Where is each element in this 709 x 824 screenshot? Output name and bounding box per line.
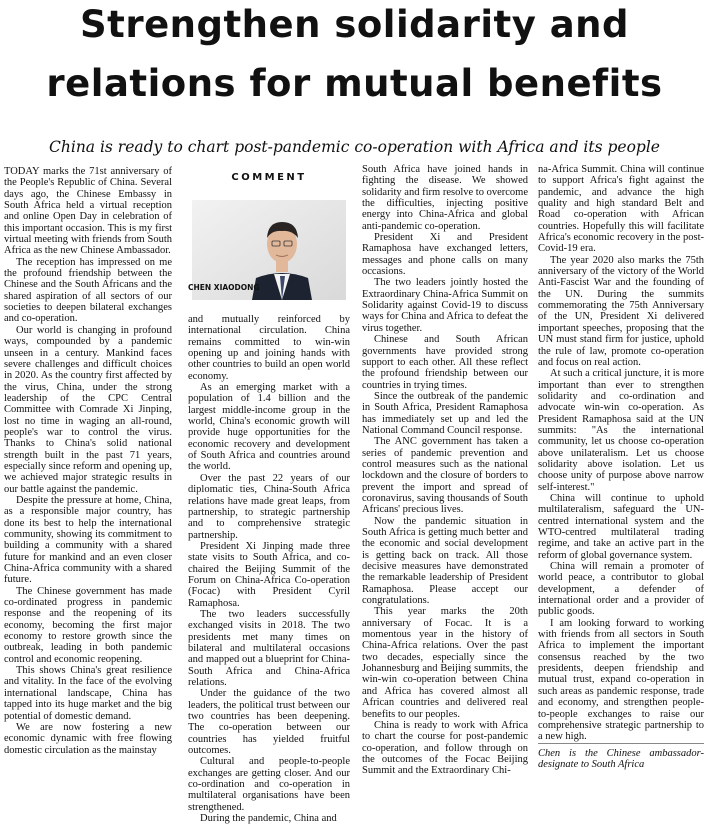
paragraph: Our world is changing in profound ways, compounded by a pandemic unseen in a century. Mankind faces severe challenges and difficult choices in 2020. As the country first affected by the virus, China, under the strong leadership of the CPC Central Committee with Comrade Xi Jinping, lost no time in waging an all-round, people's war to control the virus. Thanks to China's solid national strength built in the past 71 years, especially since reform and opening up, we achieved major strategic results in our battle against the pandemic.	[4, 324, 172, 495]
headline-line-2: relations for mutual benefits	[46, 62, 663, 105]
article-column-3	[362, 164, 528, 777]
paragraph: China will continue to uphold multilateralism, safeguard the UN-centred international system and the WTO-centred multilateral trading regime, and take an active part in the reform of global governance system.	[538, 492, 704, 561]
paragraph: Since the outbreak of the pandemic in South Africa, President Ramaphosa has immediately set up and led the National Command Council response.	[362, 390, 528, 436]
author-signature: Chen is the Chinese ambassador-designate to South Africa	[538, 743, 704, 771]
paragraph: Over the past 22 years of our diplomatic ties, China-South Africa relations have made great leaps, from partnership, to strategic partnership and to comprehensive strategic partnership.	[188, 472, 350, 541]
paragraph: This year marks the 20th anniversary of Focac. It is a momentous year in the history of China-Africa relations. Over the past two decades, especially since the Johannesburg and Beijing summits, the win-win co-operation between China and Africa has covered almost all African countries and delivered real benefits to our peoples.	[362, 606, 528, 720]
paragraph: Under the guidance of the two leaders, the political trust between our two countries has been deepening. The co-operation between our countries has yielded fruitful outcomes.	[188, 688, 350, 757]
paragraph: Now the pandemic situation in South Africa is getting much better and the economic and social development is getting back on track. All those decisive measures have demonstrated the remarkable leadership of President Ramaphosa. Please accept our congratulations.	[362, 515, 528, 607]
headline	[0, 3, 709, 105]
headline-line-1: Strengthen solidarity and	[79, 3, 630, 46]
paragraph: na-Africa Summit. China will continue to support Africa's fight against the pandemic, and advance the high quality and high standard Belt and Road co-operation with African countries. Hopefully this will facilitate Africa's economic recovery in the post-Covid-19 era.	[538, 164, 704, 255]
paragraph: TODAY marks the 71st anniversary of the People's Republic of China. Several days ago, the Chinese Embassy in South Africa held a virtual reception and online Open Day in celebration of this important occasion. This is my first virtual meeting with friends from South Africa as the new Chinese Ambassador.	[4, 166, 172, 257]
paragraph: The two leaders jointly hosted the Extraordinary China-Africa Summit on Solidarity against Covid-19 to discuss ways for China and Africa to defeat the virus together.	[362, 277, 528, 334]
paragraph: This shows China's great resilience and vitality. In the face of the evolving international landscape, China has tapped into its huge market and the big potential of domestic demand.	[4, 665, 172, 722]
paragraph: The ANC government has taken a series of pandemic prevention and control measures such as the national lockdown and the closure of borders to prevent the import and spread of coronavirus, saving thousands of South Africans' precious lives.	[362, 436, 528, 516]
article-column-2	[188, 164, 350, 824]
paragraph: At such a critical juncture, it is more important than ever to strengthen solidarity and co-ordination and advocate win-win co-operation. As President Ramaphosa said at the UN summits: "As the international community, let us choose co-operation above unilateralism. Let us choose solidarity above isolation. Let us choose unity of purpose above narrow self-interest."	[538, 368, 704, 493]
comment-label: COMMENT	[231, 172, 307, 183]
author-byline: CHEN XIAODONG	[188, 283, 260, 292]
paragraph: Despite the pressure at home, China, as a responsible major country, has done its best to help the international community, showing its commitment to building a community with a shared future for mankind and an even closer China-Africa community with a shared future.	[4, 494, 172, 586]
paragraph: and mutually reinforced by international circulation. China remains committed to win-win opening up and joining hands with other countries to build an open world economy.	[188, 314, 350, 382]
paragraph: China will remain a promoter of world peace, a contributor to global development, a defender of international order and a provider of public goods.	[538, 561, 704, 618]
paragraph: Cultural and people-to-people exchanges are getting closer. And our co-ordination and co-operation in multilateral organisations have been strengthened.	[188, 756, 350, 813]
paragraph: We are now fostering a new economic dynamic with free flowing domestic circulation as the mainstay	[4, 721, 172, 756]
paragraph: As an emerging market with a population of 1.4 billion and the largest middle-income group in the world, China's economic growth will provide huge opportunities for the economic recovery and development of South Africa and countries around the world.	[188, 382, 350, 473]
article-column-1	[4, 166, 172, 756]
subheadline: China is ready to chart post-pandemic co-operation with Africa and its people	[49, 138, 660, 156]
paragraph: I am looking forward to working with friends from all sectors in South Africa to implement the important consensus reached by the two presidents, deepen friendship and mutual trust, expand co-operation in such areas as pandemic response, trade and economy, and strengthen people-to-people exchanges to raise our comprehensive strategic partnership to a new high.	[538, 617, 704, 743]
column-2-body	[188, 314, 350, 824]
paragraph: During the pandemic, China and	[200, 813, 337, 824]
article-column-4	[538, 164, 704, 770]
paragraph: The year 2020 also marks the 75th anniversary of the victory of the World Anti-Fascist War and the founding of the UN. During the summits commemorating the 75th Anniversary of the UN, President Xi delivered important speeches, proposing that the UN must stand firm for justice, uphold the rule of law, promote co-operation and focus on real action.	[538, 254, 704, 368]
paragraph: Chinese and South African governments have provided strong support to each other. All these reflect the profound friendship between our countries in trying times.	[362, 334, 528, 391]
paragraph: China is ready to work with Africa to chart the course for post-pandemic co-operation, and follow through on the outcomes of the Focac Beijing Summit and the Extraordinary Chi-	[362, 719, 528, 777]
paragraph: President Xi and President Ramaphosa have exchanged letters, messages and phone calls on many occasions.	[362, 232, 528, 278]
paragraph: The Chinese government has made co-ordinated progress in pandemic response and the reopening of its economy, becoming the first major economy to restore growth since the outbreak, leading in both pandemic control and economic reopening.	[4, 585, 172, 665]
paragraph: The two leaders successfully exchanged visits in 2018. The two presidents met many times on bilateral and multilateral occasions and mapped out a blueprint for China-South Africa and China-Africa relations.	[188, 608, 350, 688]
paragraph: President Xi Jinping made three state visits to South Africa, and co-chaired the Beijing Summit of the Forum on China-Africa Co-operation (Focac) with President Cyril Ramaphosa.	[188, 540, 350, 609]
paragraph: The reception has impressed on me the profound friendship between the Chinese and the South Africans and the shared aspiration of all sectors of our societies to deepen bilateral exchanges and co-operation.	[4, 256, 172, 325]
paragraph: South Africa have joined hands in fighting the disease. We showed solidarity and firm resolve to overcome the difficulties, injecting positive energy into China-Africa and global anti-pandemic co-operation.	[362, 164, 528, 232]
